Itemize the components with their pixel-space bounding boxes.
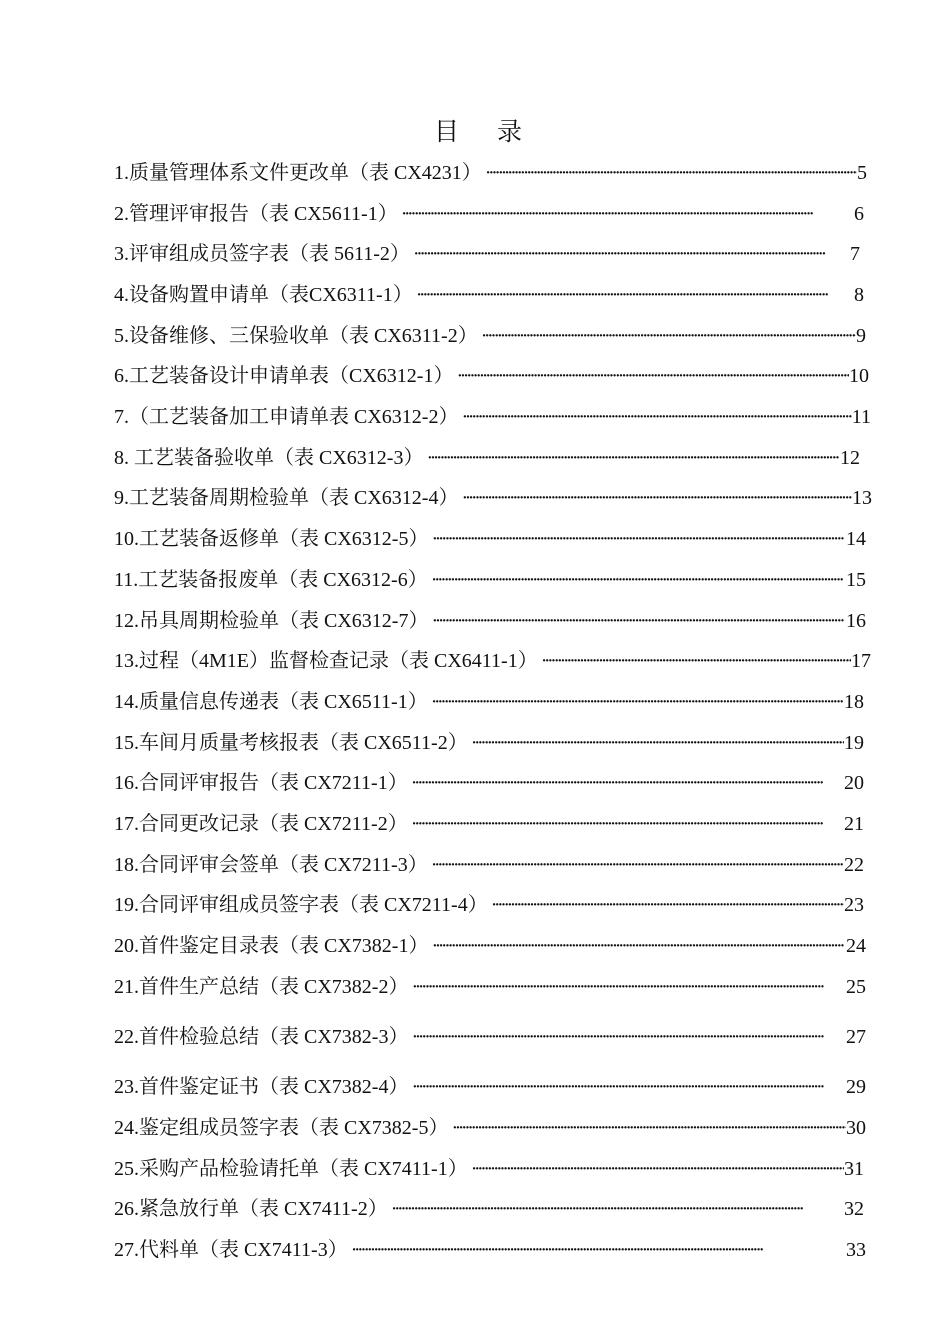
toc-page-number: 18 <box>844 691 864 713</box>
toc-entry[interactable] <box>114 1023 866 1051</box>
toc-page-number: 13 <box>852 487 872 509</box>
toc-dot-leader <box>408 973 846 1001</box>
toc-entry-title: 3.评审组成员签字表（表 5611-2） <box>114 243 410 265</box>
toc-entry[interactable] <box>114 1073 866 1101</box>
toc-entry[interactable] <box>114 1114 866 1142</box>
toc-dot-leader <box>413 281 854 309</box>
toc-dot-leader <box>348 1236 846 1264</box>
toc-entry-title: 1.质量管理体系文件更改单（表 CX4231） <box>114 162 482 184</box>
toc-entry[interactable] <box>114 688 864 716</box>
toc-dot-leader <box>538 647 851 675</box>
toc-dot-leader <box>410 240 850 268</box>
toc-entry-title: 9.工艺装备周期检验单（表 CX6312-4） <box>114 487 459 509</box>
toc-page-number: 16 <box>846 610 866 632</box>
toc-dot-leader <box>488 891 844 919</box>
toc-page-number: 9 <box>856 325 866 347</box>
toc-entry[interactable] <box>114 769 864 797</box>
toc-entry-title: 5.设备维修、三保验收单（表 CX6311-2） <box>114 325 478 347</box>
toc-entry[interactable] <box>114 484 872 512</box>
toc-dot-leader <box>428 688 844 716</box>
toc-entry-title: 24.鉴定组成员签字表（表 CX7382-5） <box>114 1117 449 1139</box>
toc-entry-title: 7.（工艺装备加工申请单表 CX6312-2） <box>114 406 459 428</box>
toc-entry-title: 21.首件生产总结（表 CX7382-2） <box>114 976 409 998</box>
toc-entry[interactable] <box>114 362 869 390</box>
toc-entry-title: 27.代料单（表 CX7411-3） <box>114 1239 348 1261</box>
toc-page-number: 27 <box>846 1026 866 1048</box>
toc-entry[interactable] <box>114 159 867 187</box>
toc-dot-leader <box>428 525 846 553</box>
toc-entry-title: 13.过程（4M1E）监督检查记录（表 CX6411-1） <box>114 650 538 672</box>
toc-dot-leader <box>468 1155 844 1183</box>
toc-entry-title: 12.吊具周期检验单（表 CX6312-7） <box>114 610 429 632</box>
toc-page-number: 6 <box>854 203 864 225</box>
toc-entry[interactable] <box>114 444 860 472</box>
toc-entry[interactable] <box>114 403 871 431</box>
toc-entry-title: 20.首件鉴定目录表（表 CX7382-1） <box>114 935 429 957</box>
toc-entry-title: 18.合同评审会签单（表 CX7211-3） <box>114 854 428 876</box>
toc-entry-title: 19.合同评审组成员签字表（表 CX7211-4） <box>114 894 488 916</box>
toc-entry-title: 2.管理评审报告（表 CX5611-1） <box>114 203 398 225</box>
toc-dot-leader <box>482 159 857 187</box>
toc-entry[interactable] <box>114 322 866 350</box>
toc-page-number: 5 <box>857 162 867 184</box>
toc-page-number: 25 <box>846 976 866 998</box>
toc-page-number: 20 <box>844 772 864 794</box>
toc-dot-leader <box>428 607 846 635</box>
toc-page-number: 7 <box>850 243 860 265</box>
toc-dot-leader <box>458 484 852 512</box>
toc-page-number: 32 <box>844 1198 864 1220</box>
toc-dot-leader <box>428 566 846 594</box>
toc-dot-leader <box>448 1114 846 1142</box>
toc-dot-leader <box>478 322 856 350</box>
toc-entry[interactable] <box>114 525 866 553</box>
toc-entry[interactable] <box>114 932 866 960</box>
toc-page-number: 19 <box>844 732 864 754</box>
toc-entry-title: 15.车间月质量考核报表（表 CX6511-2） <box>114 732 468 754</box>
toc-entry-title: 10.工艺装备返修单（表 CX6312-5） <box>114 528 429 550</box>
toc-page-number: 8 <box>854 284 864 306</box>
toc-entry-title: 4.设备购置申请单（表CX6311-1） <box>114 284 413 306</box>
toc-entry-title: 14.质量信息传递表（表 CX6511-1） <box>114 691 428 713</box>
toc-dot-leader <box>408 769 844 797</box>
toc-entry[interactable] <box>114 810 864 838</box>
toc-dot-leader <box>398 200 854 228</box>
toc-dot-leader <box>423 444 840 472</box>
toc-dot-leader <box>408 810 844 838</box>
toc-entry-title: 23.首件鉴定证书（表 CX7382-4） <box>114 1076 409 1098</box>
toc-page-number: 12 <box>840 447 860 469</box>
toc-dot-leader <box>388 1195 844 1223</box>
toc-page-number: 17 <box>851 650 871 672</box>
toc-entry-title: 6.工艺装备设计申请单表（CX6312-1） <box>114 365 454 387</box>
toc-dot-leader <box>408 1073 846 1101</box>
toc-entry[interactable] <box>114 281 864 309</box>
toc-entry[interactable] <box>114 240 860 268</box>
toc-entry[interactable] <box>114 647 871 675</box>
toc-dot-leader <box>428 932 846 960</box>
toc-entry[interactable] <box>114 973 866 1001</box>
toc-dot-leader <box>458 403 851 431</box>
toc-page-number: 14 <box>846 528 866 550</box>
toc-title: 目录 <box>433 119 560 146</box>
toc-entry-title: 22.首件检验总结（表 CX7382-3） <box>114 1026 409 1048</box>
toc-entry[interactable] <box>114 1195 864 1223</box>
toc-page-number: 24 <box>846 935 866 957</box>
toc-entry[interactable] <box>114 891 864 919</box>
toc-dot-leader <box>408 1023 846 1051</box>
toc-page-number: 10 <box>849 365 869 387</box>
toc-entry-title: 26.紧急放行单（表 CX7411-2） <box>114 1198 388 1220</box>
toc-entry[interactable] <box>114 729 864 757</box>
toc-entry[interactable] <box>114 200 864 228</box>
toc-entry-title: 25.采购产品检验请托单（表 CX7411-1） <box>114 1158 468 1180</box>
toc-entry[interactable] <box>114 566 866 594</box>
toc-page-number: 31 <box>844 1158 864 1180</box>
toc-entry[interactable] <box>114 607 866 635</box>
toc-entry-title: 16.合同评审报告（表 CX7211-1） <box>114 772 408 794</box>
toc-page-number: 29 <box>846 1076 866 1098</box>
toc-dot-leader <box>453 362 849 390</box>
toc-entry[interactable] <box>114 851 864 879</box>
toc-page-number: 33 <box>846 1239 866 1261</box>
toc-dot-leader <box>468 729 844 757</box>
toc-entry-title: 8. 工艺装备验收单（表 CX6312-3） <box>114 447 424 469</box>
toc-entry[interactable] <box>114 1155 864 1183</box>
toc-dot-leader <box>428 851 844 879</box>
toc-page-number: 22 <box>844 854 864 876</box>
toc-entry-title: 11.工艺装备报废单（表 CX6312-6） <box>114 569 428 591</box>
toc-entry[interactable] <box>114 1236 866 1264</box>
toc-page-number: 30 <box>846 1117 866 1139</box>
toc-page-number: 15 <box>846 569 866 591</box>
toc-page-number: 11 <box>851 406 871 428</box>
toc-entry-title: 17.合同更改记录（表 CX7211-2） <box>114 813 408 835</box>
toc-page-number: 23 <box>844 894 864 916</box>
toc-page-number: 21 <box>844 813 864 835</box>
